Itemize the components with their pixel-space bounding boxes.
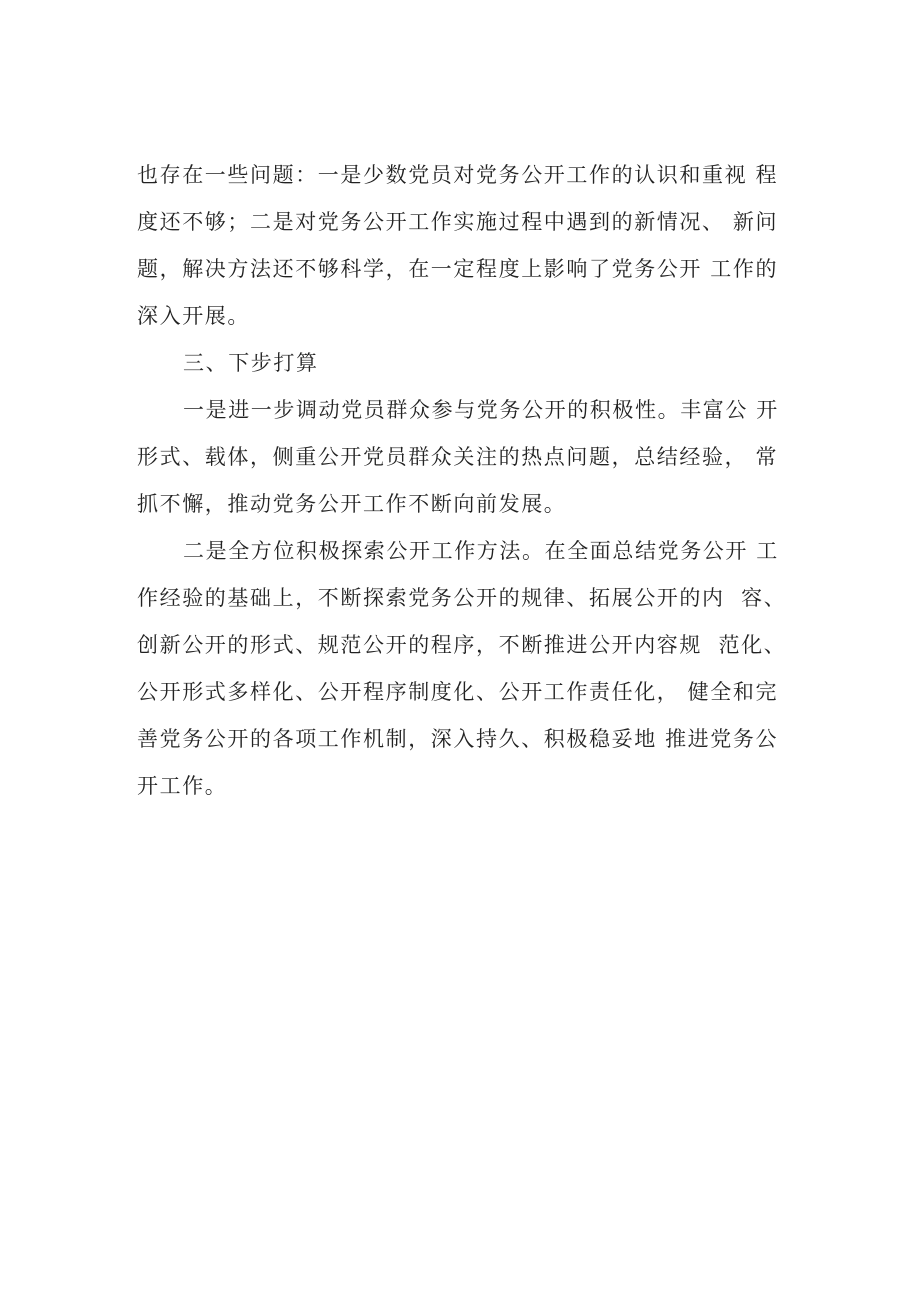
text-line: 抓不懈，推动党务公开工作不断向前发展。: [137, 492, 567, 516]
document-body: [137, 152, 797, 810]
text-line: 一是进一步调动党员群众参与党务公开的积极性。丰富公 开: [183, 398, 779, 422]
text-line: 度还不够；二是对党务公开工作实施过程中遇到的新情况、 新问: [137, 210, 779, 234]
text-line: 作经验的基础上，不断探索党务公开的规律、拓展公开的内 容、: [137, 586, 787, 610]
text-line: 也存在一些问题：一是少数党员对党务公开工作的认识和重视 程: [137, 163, 779, 187]
text-line: 二是全方位积极探索公开工作方法。在全面总结党务公开 工: [183, 539, 779, 563]
text-line: 题，解决方法还不够科学，在一定程度上影响了党务公开 工作的: [137, 257, 779, 281]
text-line: 善党务公开的各项工作机制，深入持久、积极稳妥地 推进党务公: [137, 727, 779, 751]
paragraph-plan-one: [137, 387, 797, 528]
text-line: 公开形式多样化、公开程序制度化、公开工作责任化， 健全和完: [137, 680, 779, 704]
text-line: 形式、载体，侧重公开党员群众关注的热点问题，总结经验， 常: [137, 445, 779, 469]
text-line: 创新公开的形式、规范公开的程序，不断推进公开内容规 范化、: [137, 633, 787, 657]
heading-text: 三、下步打算: [183, 351, 319, 375]
text-line: 开工作。: [137, 774, 228, 798]
section-heading: [137, 340, 797, 387]
paragraph-problems: [137, 152, 797, 340]
paragraph-plan-two: [137, 528, 797, 810]
text-line: 深入开展。: [137, 304, 250, 328]
